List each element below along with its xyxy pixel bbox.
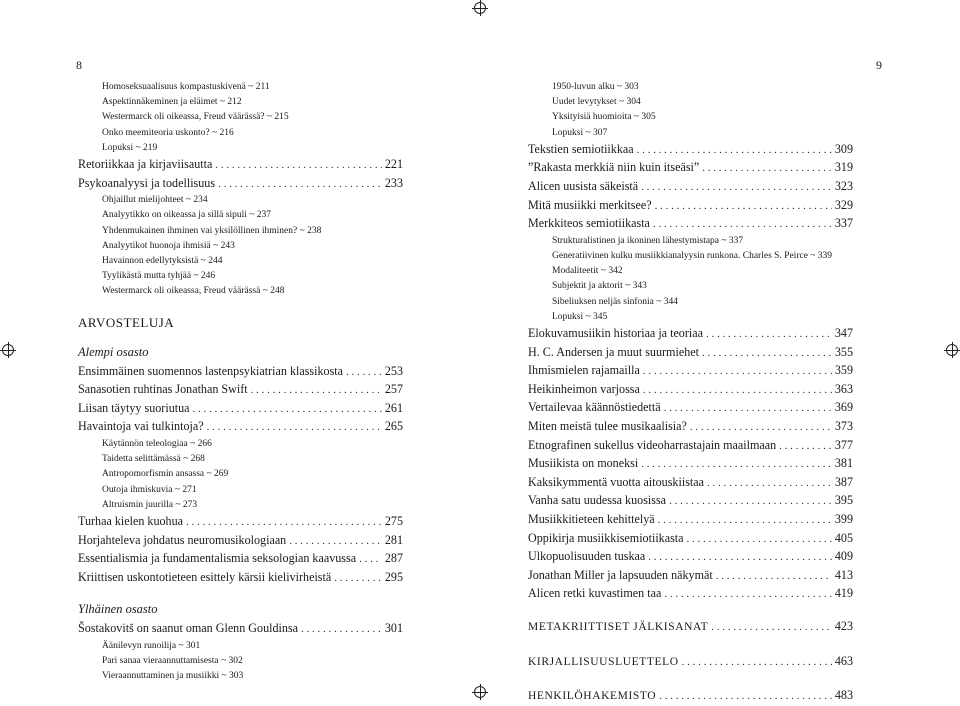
toc-entry-title: Psykoanalyysi ja todellisuus [78, 175, 216, 190]
leader-dots [186, 514, 382, 532]
toc-entry[interactable] [528, 511, 853, 530]
toc-entry-page: 323 [834, 179, 853, 193]
toc-entry-title: Liisan täytyy suoriutua [78, 400, 190, 415]
toc-entry[interactable] [528, 215, 853, 234]
toc-entry-page: 233 [384, 175, 403, 190]
toc-subitem: Äänilevyn runoilija ~ 301 [102, 640, 201, 651]
toc-entry-page: 423 [834, 618, 853, 633]
toc-entry-title: KIRJALLISUUSLUETTELO [528, 655, 679, 668]
leader-dots [637, 142, 832, 160]
toc-entry-page: 319 [834, 160, 853, 175]
toc-entry[interactable] [528, 548, 853, 567]
toc-subitem: Westermarck oli oikeassa, Freud väärässä ~ 248 [102, 286, 285, 297]
right-page [480, 0, 960, 703]
toc-entry[interactable] [528, 492, 853, 511]
toc-entry-title: Oppikirja musiikkisemiotiikasta [528, 530, 684, 545]
toc-subitem: Tyylikästä mutta tyhjää ~ 246 [102, 271, 216, 282]
toc-entry[interactable] [528, 618, 853, 637]
table-of-contents [78, 80, 403, 685]
toc-entry-title: Kriittisen uskontotieteen esittely kärsii kielivirheistä [78, 569, 332, 584]
toc-entry[interactable] [528, 141, 853, 160]
leader-dots [669, 493, 832, 511]
toc-entry-title: Šostakovitš on saanut oman Glenn Gouldinsa [78, 621, 299, 636]
toc-entry-page: 329 [834, 197, 853, 212]
toc-entry-page: 301 [384, 621, 403, 636]
toc-entry-title: Essentialismia ja fundamentalismia seksologian kaavussa [78, 551, 357, 566]
toc-entry[interactable] [528, 653, 853, 672]
toc-subitem: Altruismin juurilla ~ 273 [102, 499, 198, 510]
section-heading: ARVOSTELUJA [78, 314, 175, 330]
toc-entry-title: Turhaa kielen kuohua [78, 514, 184, 529]
toc-subitem: Ohjaillut mielijohteet ~ 234 [102, 195, 208, 206]
toc-subitem: Generatiivinen kulku musiikkianalyysin runkona. Charles S. Peirce ~ 339 [552, 250, 833, 261]
toc-entry[interactable] [78, 363, 403, 382]
toc-entry[interactable] [528, 567, 853, 586]
toc-entry[interactable] [528, 159, 853, 178]
subsection-title: Alempi osasto [78, 344, 149, 359]
toc-entry-page: 359 [834, 363, 853, 378]
toc-entry-page: 337 [834, 216, 853, 231]
leader-dots [779, 438, 832, 456]
leader-dots [687, 531, 832, 549]
toc-subitem: Lopuksi ~ 307 [552, 127, 608, 138]
toc-entry-title: Ihmismielen rajamailla [528, 363, 640, 378]
toc-entry-page: 261 [384, 400, 403, 415]
toc-entry[interactable] [528, 687, 853, 706]
leader-dots [658, 512, 832, 530]
toc-subitem: Outoja ihmiskuvia ~ 271 [102, 484, 197, 495]
leader-dots [641, 456, 832, 474]
toc-subitem: Lopuksi ~ 345 [552, 311, 608, 322]
toc-entry-page: 419 [834, 586, 853, 601]
toc-entry-title: Havaintoja vai tulkintoja? [78, 419, 204, 434]
toc-entry[interactable] [78, 513, 403, 532]
toc-entry[interactable] [78, 418, 403, 437]
toc-entry-page: 253 [384, 363, 403, 378]
toc-subitem: Sibeliuksen neljäs sinfonia ~ 344 [552, 296, 678, 307]
toc-subitem: Analyytikko on oikeassa ja sillä sipuli ~ 237 [102, 210, 271, 221]
toc-subitem: Yhdenmukainen ihminen vai yksilöllinen ihminen? ~ 238 [102, 225, 322, 236]
toc-subitem: Onko meemiteoria uskonto? ~ 216 [102, 127, 234, 138]
toc-entry[interactable] [528, 437, 853, 456]
toc-entry-page: 377 [834, 437, 853, 452]
toc-entry[interactable] [528, 418, 853, 437]
toc-entry-title: METAKRIITTISET JÄLKISANAT [528, 620, 709, 633]
toc-entry-title: HENKILÖHAKEMISTO [528, 690, 657, 703]
toc-entry[interactable] [528, 530, 853, 549]
toc-entry[interactable] [528, 585, 853, 604]
toc-entry-page: 369 [834, 400, 853, 415]
toc-entry-title: Ensimmäinen suomennos lastenpsykiatrian klassikosta [78, 363, 344, 378]
leader-dots [706, 326, 832, 344]
toc-entry-title: Retoriikkaa ja kirjaviisautta [78, 157, 213, 172]
leader-dots [702, 345, 832, 363]
leader-dots [215, 157, 382, 175]
toc-entry[interactable] [78, 381, 403, 400]
leader-dots [653, 216, 832, 234]
toc-entry-title: Kaksikymmentä vuotta aitouskiistaa [528, 474, 704, 489]
toc-entry-title: ”Rakasta merkkiä niin kuin itseäsi” [528, 160, 700, 175]
toc-subitem: Subjektit ja aktorit ~ 343 [552, 281, 647, 292]
leader-dots [716, 568, 832, 586]
toc-subitem: Analyytikot huonoja ihmisiä ~ 243 [102, 240, 235, 251]
toc-subitem: Antropomorfismin ansassa ~ 269 [102, 469, 229, 480]
toc-subitem: Westermarck oli oikeassa, Freud väärässä? ~ 215 [102, 112, 289, 123]
toc-entry-page: 275 [384, 514, 403, 529]
toc-entry[interactable] [78, 620, 403, 639]
toc-entry[interactable] [528, 344, 853, 363]
leader-dots [664, 586, 832, 604]
toc-entry-page: 381 [834, 456, 853, 471]
page-number: 9 [876, 58, 882, 72]
leader-dots [643, 363, 832, 381]
toc-entry-title: Merkkiteos semiotiikasta [528, 216, 650, 231]
toc-entry-page: 373 [834, 418, 853, 433]
leader-dots [346, 364, 382, 382]
toc-entry[interactable] [528, 362, 853, 381]
leader-dots [702, 160, 832, 178]
toc-entry-page: 287 [384, 551, 403, 566]
toc-subitem: Käytännön teleologiaa ~ 266 [102, 439, 212, 449]
toc-entry[interactable] [528, 325, 853, 344]
toc-entry-page: 405 [834, 530, 853, 545]
toc-subitem: Yksityisiä huomioita ~ 305 [552, 112, 656, 123]
toc-subitem: 1950-luvun alku ~ 303 [552, 82, 639, 92]
toc-entry-title: Heikinheimon varjossa [528, 381, 640, 396]
leader-dots [301, 621, 382, 639]
leader-dots [334, 570, 382, 588]
toc-subitem: Lopuksi ~ 219 [102, 142, 158, 153]
toc-entry-page: 347 [834, 326, 853, 340]
toc-entry-page: 409 [834, 549, 853, 564]
leader-dots [251, 382, 382, 400]
toc-entry-title: Elokuvamusiikin historiaa ja teoriaa [528, 326, 703, 340]
toc-entry-title: Musiikkitieteen kehittelyä [528, 511, 655, 526]
toc-entry-title: Sanasotien ruhtinas Jonathan Swift [78, 382, 248, 397]
toc-subitem: Homoseksuaalisuus kompastuskivenä ~ 211 [102, 82, 270, 92]
toc-entry-page: 355 [834, 344, 853, 359]
toc-entry[interactable] [528, 474, 853, 493]
toc-subitem: Havainnon edellytyksistä ~ 244 [102, 256, 223, 267]
toc-entry-title: Alicen uusista säkeistä [528, 179, 639, 193]
leader-dots [655, 198, 832, 216]
toc-entry-title: Horjahteleva johdatus neuromusikologiaan [78, 532, 287, 547]
leader-dots [218, 176, 382, 194]
toc-subitem: Taidetta selittämässä ~ 268 [102, 454, 205, 465]
toc-entry-page: 463 [834, 653, 853, 668]
toc-entry[interactable] [78, 532, 403, 551]
leader-dots [682, 654, 832, 672]
subsection-title: Ylhäinen osasto [78, 602, 158, 617]
toc-entry-page: 413 [834, 567, 853, 582]
leader-dots [664, 400, 832, 418]
toc-entry-title: Etnografinen sukellus videoharrastajain maailmaan [528, 437, 777, 452]
toc-entry-page: 387 [834, 474, 853, 489]
toc-entry-page: 221 [384, 157, 403, 172]
page-number: 8 [76, 58, 82, 72]
leader-dots [711, 619, 832, 637]
left-page [0, 0, 480, 699]
toc-entry-title: H. C. Andersen ja muut suurmiehet [528, 344, 699, 359]
toc-entry-title: Miten meistä tulee musikaalisia? [528, 418, 687, 433]
leader-dots [648, 549, 832, 567]
toc-subitem: Strukturalistinen ja ikoninen lähestymistapa ~ 337 [552, 235, 744, 246]
toc-entry[interactable] [528, 178, 853, 197]
leader-dots [207, 419, 382, 437]
leader-dots [359, 551, 382, 569]
toc-entry[interactable] [528, 381, 853, 400]
toc-entry-page: 295 [384, 569, 403, 584]
leader-dots [659, 688, 832, 706]
toc-entry-title: Alicen retki kuvastimen taa [528, 586, 662, 601]
toc-subitem: Uudet levytykset ~ 304 [552, 97, 641, 108]
leader-dots [643, 382, 832, 400]
toc-entry[interactable] [528, 399, 853, 418]
toc-subitem: Vieraannuttaminen ja musiikki ~ 303 [102, 671, 244, 682]
toc-entry-page: 395 [834, 493, 853, 508]
leader-dots [641, 179, 832, 197]
toc-entry-page: 309 [834, 141, 853, 156]
toc-entry-page: 399 [834, 511, 853, 526]
toc-entry-page: 363 [834, 381, 853, 396]
toc-entry-title: Jonathan Miller ja lapsuuden näkymät [528, 567, 713, 582]
toc-entry[interactable] [78, 569, 403, 588]
leader-dots [707, 475, 832, 493]
toc-entry-title: Vertailevaa käännöstiedettä [528, 400, 661, 415]
leader-dots [690, 419, 832, 437]
toc-entry[interactable] [528, 455, 853, 474]
toc-entry[interactable] [78, 400, 403, 419]
toc-entry-page: 257 [384, 382, 403, 397]
toc-entry[interactable] [78, 550, 403, 569]
toc-subitem: Aspektinnäkeminen ja eläimet ~ 212 [102, 97, 242, 108]
toc-entry[interactable] [78, 156, 403, 175]
toc-entry-title: Musiikista on moneksi [528, 456, 639, 471]
toc-entry[interactable] [78, 175, 403, 194]
leader-dots [193, 401, 382, 419]
toc-entry-page: 483 [834, 688, 853, 703]
toc-subitem: Modaliteetit ~ 342 [552, 266, 623, 277]
toc-entry-title: Vanha satu uudessa kuosissa [528, 493, 667, 508]
table-of-contents [528, 80, 853, 706]
leader-dots [289, 533, 382, 551]
toc-entry-page: 281 [384, 532, 403, 547]
toc-entry-title: Tekstien semiotiikkaa [528, 141, 634, 156]
toc-subitem: Pari sanaa vieraannuttamisesta ~ 302 [102, 656, 243, 667]
toc-entry-title: Mitä musiikki merkitsee? [528, 197, 652, 212]
toc-entry[interactable] [528, 197, 853, 216]
toc-entry-title: Ulkopuolisuuden tuskaa [528, 549, 646, 564]
toc-entry-page: 265 [384, 419, 403, 434]
